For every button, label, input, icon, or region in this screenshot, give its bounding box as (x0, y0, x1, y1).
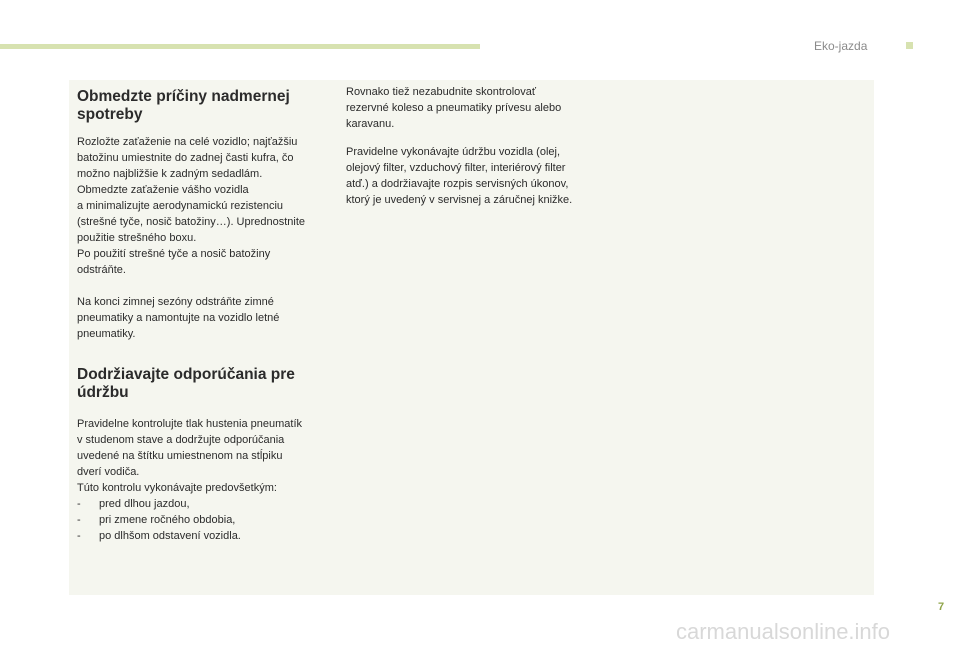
page-number: 7 (938, 601, 945, 613)
section-title: Eko-jazda (814, 39, 868, 53)
check-occasions-list (77, 496, 335, 544)
list-item: - po dlhšom odstavení vozidla. (77, 530, 241, 542)
list-item: - pred dlhou jazdou, (77, 498, 190, 510)
heading-maintenance: Dodržiavajte odporúčania pre údržbu (77, 366, 295, 401)
header-accent-square (906, 42, 913, 49)
left-column (77, 80, 335, 544)
paragraph-servicing: Pravidelne vykonávajte údržbu vozidla (olej, olejový filter, vzduchový filter, interiérový filter atď.) a dodržiavajte rozpis servisných úkonov, ktorý je uvedený v servisnej a záručnej knižke. (346, 146, 573, 206)
paragraph-spare-wheel: Rovnako tiež nezabudnite skontrolovať rezervné koleso a pneumatiky prívesu alebo karavanu. (346, 86, 562, 130)
list-item: - pri zmene ročného obdobia, (77, 514, 236, 526)
paragraph-winter-tyres: Na konci zimnej sezóny odstráňte zimné pneumatiky a namontujte na vozidlo letné pneumatiky. (77, 296, 280, 340)
heading-excess-consumption: Obmedzte príčiny nadmernej spotreby (77, 88, 290, 123)
paragraph-tyre-pressure: Pravidelne kontrolujte tlak hustenia pneumatík v studenom stave a dodržujte odporúčania uvedené na štítku umiestnenom na stĺpiku dverí vodiča. Túto kontrolu vykonávajte predovšetkým: (77, 418, 303, 494)
content-panel (69, 80, 874, 595)
header-accent-bar (0, 44, 480, 49)
watermark-text: carmanualsonline.info (676, 619, 891, 644)
paragraph-load-distribution: Rozložte zaťaženie na celé vozidlo; najťažšiu batožinu umiestnite do zadnej časti kufra, čo možno najbližšie k zadným sedadlám. Obmedzte zaťaženie vášho vozidla a minimalizujte aerodynamickú rezistenciu (strešné tyče, nosič batožiny…). Uprednostnite použitie strešného boxu. Po použití strešné tyče a nosič batožiny odstráňte. (77, 136, 306, 276)
right-column (346, 84, 606, 208)
